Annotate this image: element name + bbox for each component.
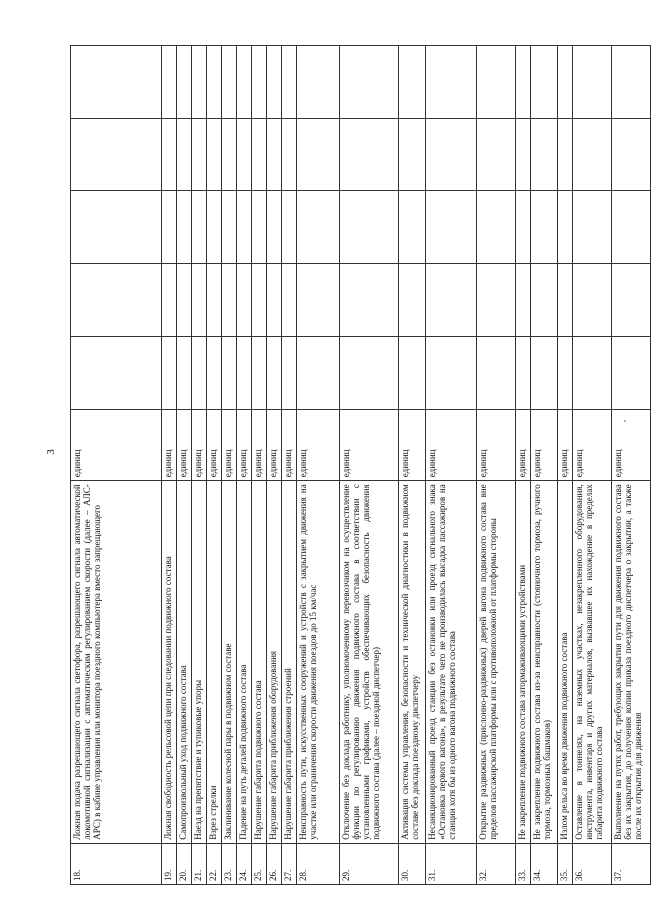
row-number: 25.: [252, 843, 267, 884]
empty-cell: [222, 118, 237, 191]
row-description: Не закрепление подвижного состава затормаживающими устройствами: [516, 481, 531, 844]
empty-cell: [267, 46, 282, 119]
empty-cell: [267, 191, 282, 264]
empty-cell: [222, 191, 237, 264]
empty-cell: [71, 46, 162, 119]
empty-cell: [573, 336, 612, 409]
empty-cell: [297, 118, 340, 191]
empty-cell: [252, 191, 267, 264]
empty-cell: [573, 191, 612, 264]
table-row: [177, 46, 192, 885]
row-number: 29.: [340, 843, 399, 884]
row-unit: единиц: [426, 409, 477, 481]
empty-cell: [207, 46, 222, 119]
row-description: Выполнение на путях работ, требующих закрытия пути для движения подвижного состава без их закрытия, до получения копии приказа поездного диспетчера о закрытии, а также после их открытия для движения: [612, 481, 651, 844]
table-row: [207, 46, 222, 885]
empty-cell: [573, 118, 612, 191]
table-row: [426, 46, 477, 885]
empty-cell: [252, 118, 267, 191]
empty-cell: [399, 336, 426, 409]
row-number: 27.: [282, 843, 297, 884]
rotated-table-container: [70, 45, 644, 885]
empty-cell: [516, 191, 531, 264]
empty-cell: [237, 336, 252, 409]
empty-cell: [426, 336, 477, 409]
empty-cell: [192, 191, 207, 264]
empty-cell: [558, 46, 573, 119]
empty-cell: [162, 46, 177, 119]
empty-cell: [573, 264, 612, 337]
empty-cell: [162, 118, 177, 191]
empty-cell: [297, 46, 340, 119]
row-unit: единиц: [612, 409, 651, 481]
table-row: [252, 46, 267, 885]
empty-cell: [71, 264, 162, 337]
row-unit: единиц: [252, 409, 267, 481]
row-description: Открытие раздвижных (прислонно-раздвижных) дверей вагона подвижного состава вне пределов пассажирской платформы или с противоположной от платформы стороны: [477, 481, 516, 844]
empty-cell: [426, 191, 477, 264]
empty-cell: [177, 118, 192, 191]
empty-cell: [192, 336, 207, 409]
empty-cell: [282, 264, 297, 337]
row-unit: единиц: [192, 409, 207, 481]
empty-cell: [612, 46, 651, 119]
row-number: 22.: [207, 843, 222, 884]
row-unit: единиц: [162, 409, 177, 481]
empty-cell: [162, 336, 177, 409]
empty-cell: [612, 336, 651, 409]
empty-cell: [207, 264, 222, 337]
table-row: [162, 46, 177, 885]
empty-cell: [177, 336, 192, 409]
row-unit: единиц: [531, 409, 558, 481]
row-description: Несанкционированный проезд станции без остановки или проезд сигнального знака «Остановка первого вагона», в результате чего не производилась высадка пассажиров на станции хотя бы из одного вагона подвижного состава: [426, 481, 477, 844]
empty-cell: [612, 191, 651, 264]
table-row: [340, 46, 399, 885]
row-unit: единиц: [282, 409, 297, 481]
row-unit: единиц: [573, 409, 612, 481]
empty-cell: [192, 264, 207, 337]
empty-cell: [426, 264, 477, 337]
table-row: [399, 46, 426, 885]
empty-cell: [282, 336, 297, 409]
row-unit: единиц: [399, 409, 426, 481]
table-row: [573, 46, 612, 885]
empty-cell: [282, 191, 297, 264]
row-unit: единиц: [267, 409, 282, 481]
empty-cell: [162, 264, 177, 337]
row-description: Самопроизвольный уход подвижного состава: [177, 481, 192, 844]
empty-cell: [612, 264, 651, 337]
row-description: Излом рельса во время движения подвижного состава: [558, 481, 573, 844]
empty-cell: [477, 46, 516, 119]
empty-cell: [558, 191, 573, 264]
row-number: 18.: [71, 843, 162, 884]
row-description: Нарушение габарита подвижного состава: [252, 481, 267, 844]
empty-cell: [71, 191, 162, 264]
empty-cell: [192, 118, 207, 191]
empty-cell: [237, 118, 252, 191]
empty-cell: [426, 118, 477, 191]
rotated-table-frame: [70, 45, 644, 885]
empty-cell: [340, 118, 399, 191]
empty-cell: [71, 336, 162, 409]
row-description: Падение на путь деталей подвижного состава: [237, 481, 252, 844]
row-description: Взрез стрелки: [207, 481, 222, 844]
row-description: Отключение без доклада работнику, уполномоченному перевозчиком на осуществление функции по регулированию движения подвижного состава в соответствии с установленными графиками, устройств обеспечивающих безопасность движения подвижного состава (далее – поездной диспетчер): [340, 481, 399, 844]
empty-cell: [516, 336, 531, 409]
empty-cell: [222, 46, 237, 119]
row-description: Нарушение габарита приближения строений: [282, 481, 297, 844]
row-number: 35.: [558, 843, 573, 884]
table-row: [192, 46, 207, 885]
empty-cell: [267, 264, 282, 337]
row-number: 31.: [426, 843, 477, 884]
row-description: Активация системы управления, безопасности и технической диагностики в подвижном составе без доклада поездному диспетчеру: [399, 481, 426, 844]
empty-cell: [516, 118, 531, 191]
row-unit: единиц: [71, 409, 162, 481]
row-unit: единиц: [477, 409, 516, 481]
table-row: [71, 46, 162, 885]
empty-cell: [222, 264, 237, 337]
empty-cell: [531, 46, 558, 119]
empty-cell: [297, 336, 340, 409]
empty-cell: [612, 118, 651, 191]
row-unit: единиц: [207, 409, 222, 481]
empty-cell: [531, 118, 558, 191]
row-description: Ложная подача разрешающего сигнала светофора, разрешающего сигнала автоматической локомотивной сигнализации с автоматическим регулированием скорости (далее – АЛС-АРС) в кабине управления или монитора поездного компьютера вместо запрещающего: [71, 481, 162, 844]
empty-cell: [399, 46, 426, 119]
empty-cell: [267, 118, 282, 191]
row-description: Оставление в тоннелях, на наземных участках, незакрепленного оборудования, инструмента, инвентаря и других материалов, вызвавшее их нахождение в пределах габарита подвижного состава: [573, 481, 612, 844]
row-number: 30.: [399, 843, 426, 884]
empty-cell: [516, 46, 531, 119]
row-unit: единиц: [237, 409, 252, 481]
empty-cell: [477, 264, 516, 337]
row-number: 24.: [237, 843, 252, 884]
empty-cell: [399, 191, 426, 264]
row-unit: единиц: [297, 409, 340, 481]
empty-cell: [297, 264, 340, 337]
empty-cell: [282, 46, 297, 119]
row-number: 21.: [192, 843, 207, 884]
table-row: [297, 46, 340, 885]
empty-cell: [207, 118, 222, 191]
row-number: 20.: [177, 843, 192, 884]
empty-cell: [252, 336, 267, 409]
table-row: [531, 46, 558, 885]
row-number: 19.: [162, 843, 177, 884]
empty-cell: [282, 118, 297, 191]
table-row: [612, 46, 651, 885]
empty-cell: [399, 264, 426, 337]
empty-cell: [573, 46, 612, 119]
empty-cell: [252, 264, 267, 337]
empty-cell: [531, 264, 558, 337]
empty-cell: [558, 264, 573, 337]
empty-cell: [177, 264, 192, 337]
empty-cell: [71, 118, 162, 191]
table-row: [558, 46, 573, 885]
empty-cell: [516, 264, 531, 337]
table-row: [237, 46, 252, 885]
row-unit: единиц: [177, 409, 192, 481]
row-number: 32.: [477, 843, 516, 884]
row-description: Не закрепление подвижного состава из-за неисправности (стояночного тормоза, ручного тормоза, тормозных башмаков): [531, 481, 558, 844]
row-unit: единиц: [516, 409, 531, 481]
table-row: [516, 46, 531, 885]
empty-cell: [558, 118, 573, 191]
row-unit: единиц: [558, 409, 573, 481]
row-description: Нарушение габарита приближения оборудования: [267, 481, 282, 844]
row-number: 36.: [573, 843, 612, 884]
empty-cell: [531, 336, 558, 409]
row-description: Ложная свободность рельсовой цепи при следовании подвижного состава: [162, 481, 177, 844]
empty-cell: [162, 191, 177, 264]
empty-cell: [237, 191, 252, 264]
table-row: [222, 46, 237, 885]
empty-cell: [340, 46, 399, 119]
empty-cell: [222, 336, 237, 409]
row-description: Наезд на препятствие и тупиковые упоры: [192, 481, 207, 844]
empty-cell: [192, 46, 207, 119]
empty-cell: [477, 118, 516, 191]
row-unit: единиц: [340, 409, 399, 481]
empty-cell: [177, 46, 192, 119]
empty-cell: [340, 336, 399, 409]
indicators-table: [70, 45, 651, 885]
row-number: 26.: [267, 843, 282, 884]
row-unit: единиц: [222, 409, 237, 481]
empty-cell: [340, 191, 399, 264]
row-number: 28.: [297, 843, 340, 884]
empty-cell: [399, 118, 426, 191]
empty-cell: [477, 191, 516, 264]
table-row: [477, 46, 516, 885]
row-number: 34.: [531, 843, 558, 884]
empty-cell: [267, 336, 282, 409]
row-number: 37.: [612, 843, 651, 884]
row-number: 33.: [516, 843, 531, 884]
empty-cell: [426, 46, 477, 119]
row-number: 23.: [222, 843, 237, 884]
empty-cell: [252, 46, 267, 119]
page-number: 3: [44, 449, 57, 455]
row-description: Неисправность пути, искусственных сооружений и устройств с закрытием движения на участке или ограничения скорости движения поездов до 15 км/час: [297, 481, 340, 844]
table-row: [267, 46, 282, 885]
empty-cell: [207, 336, 222, 409]
empty-cell: [477, 336, 516, 409]
table-row: [282, 46, 297, 885]
empty-cell: [177, 191, 192, 264]
row-description: Заклинивание колесной пары в подвижном составе: [222, 481, 237, 844]
empty-cell: [531, 191, 558, 264]
empty-cell: [237, 264, 252, 337]
empty-cell: [237, 46, 252, 119]
empty-cell: [207, 191, 222, 264]
empty-cell: [340, 264, 399, 337]
empty-cell: [297, 191, 340, 264]
empty-cell: [558, 336, 573, 409]
